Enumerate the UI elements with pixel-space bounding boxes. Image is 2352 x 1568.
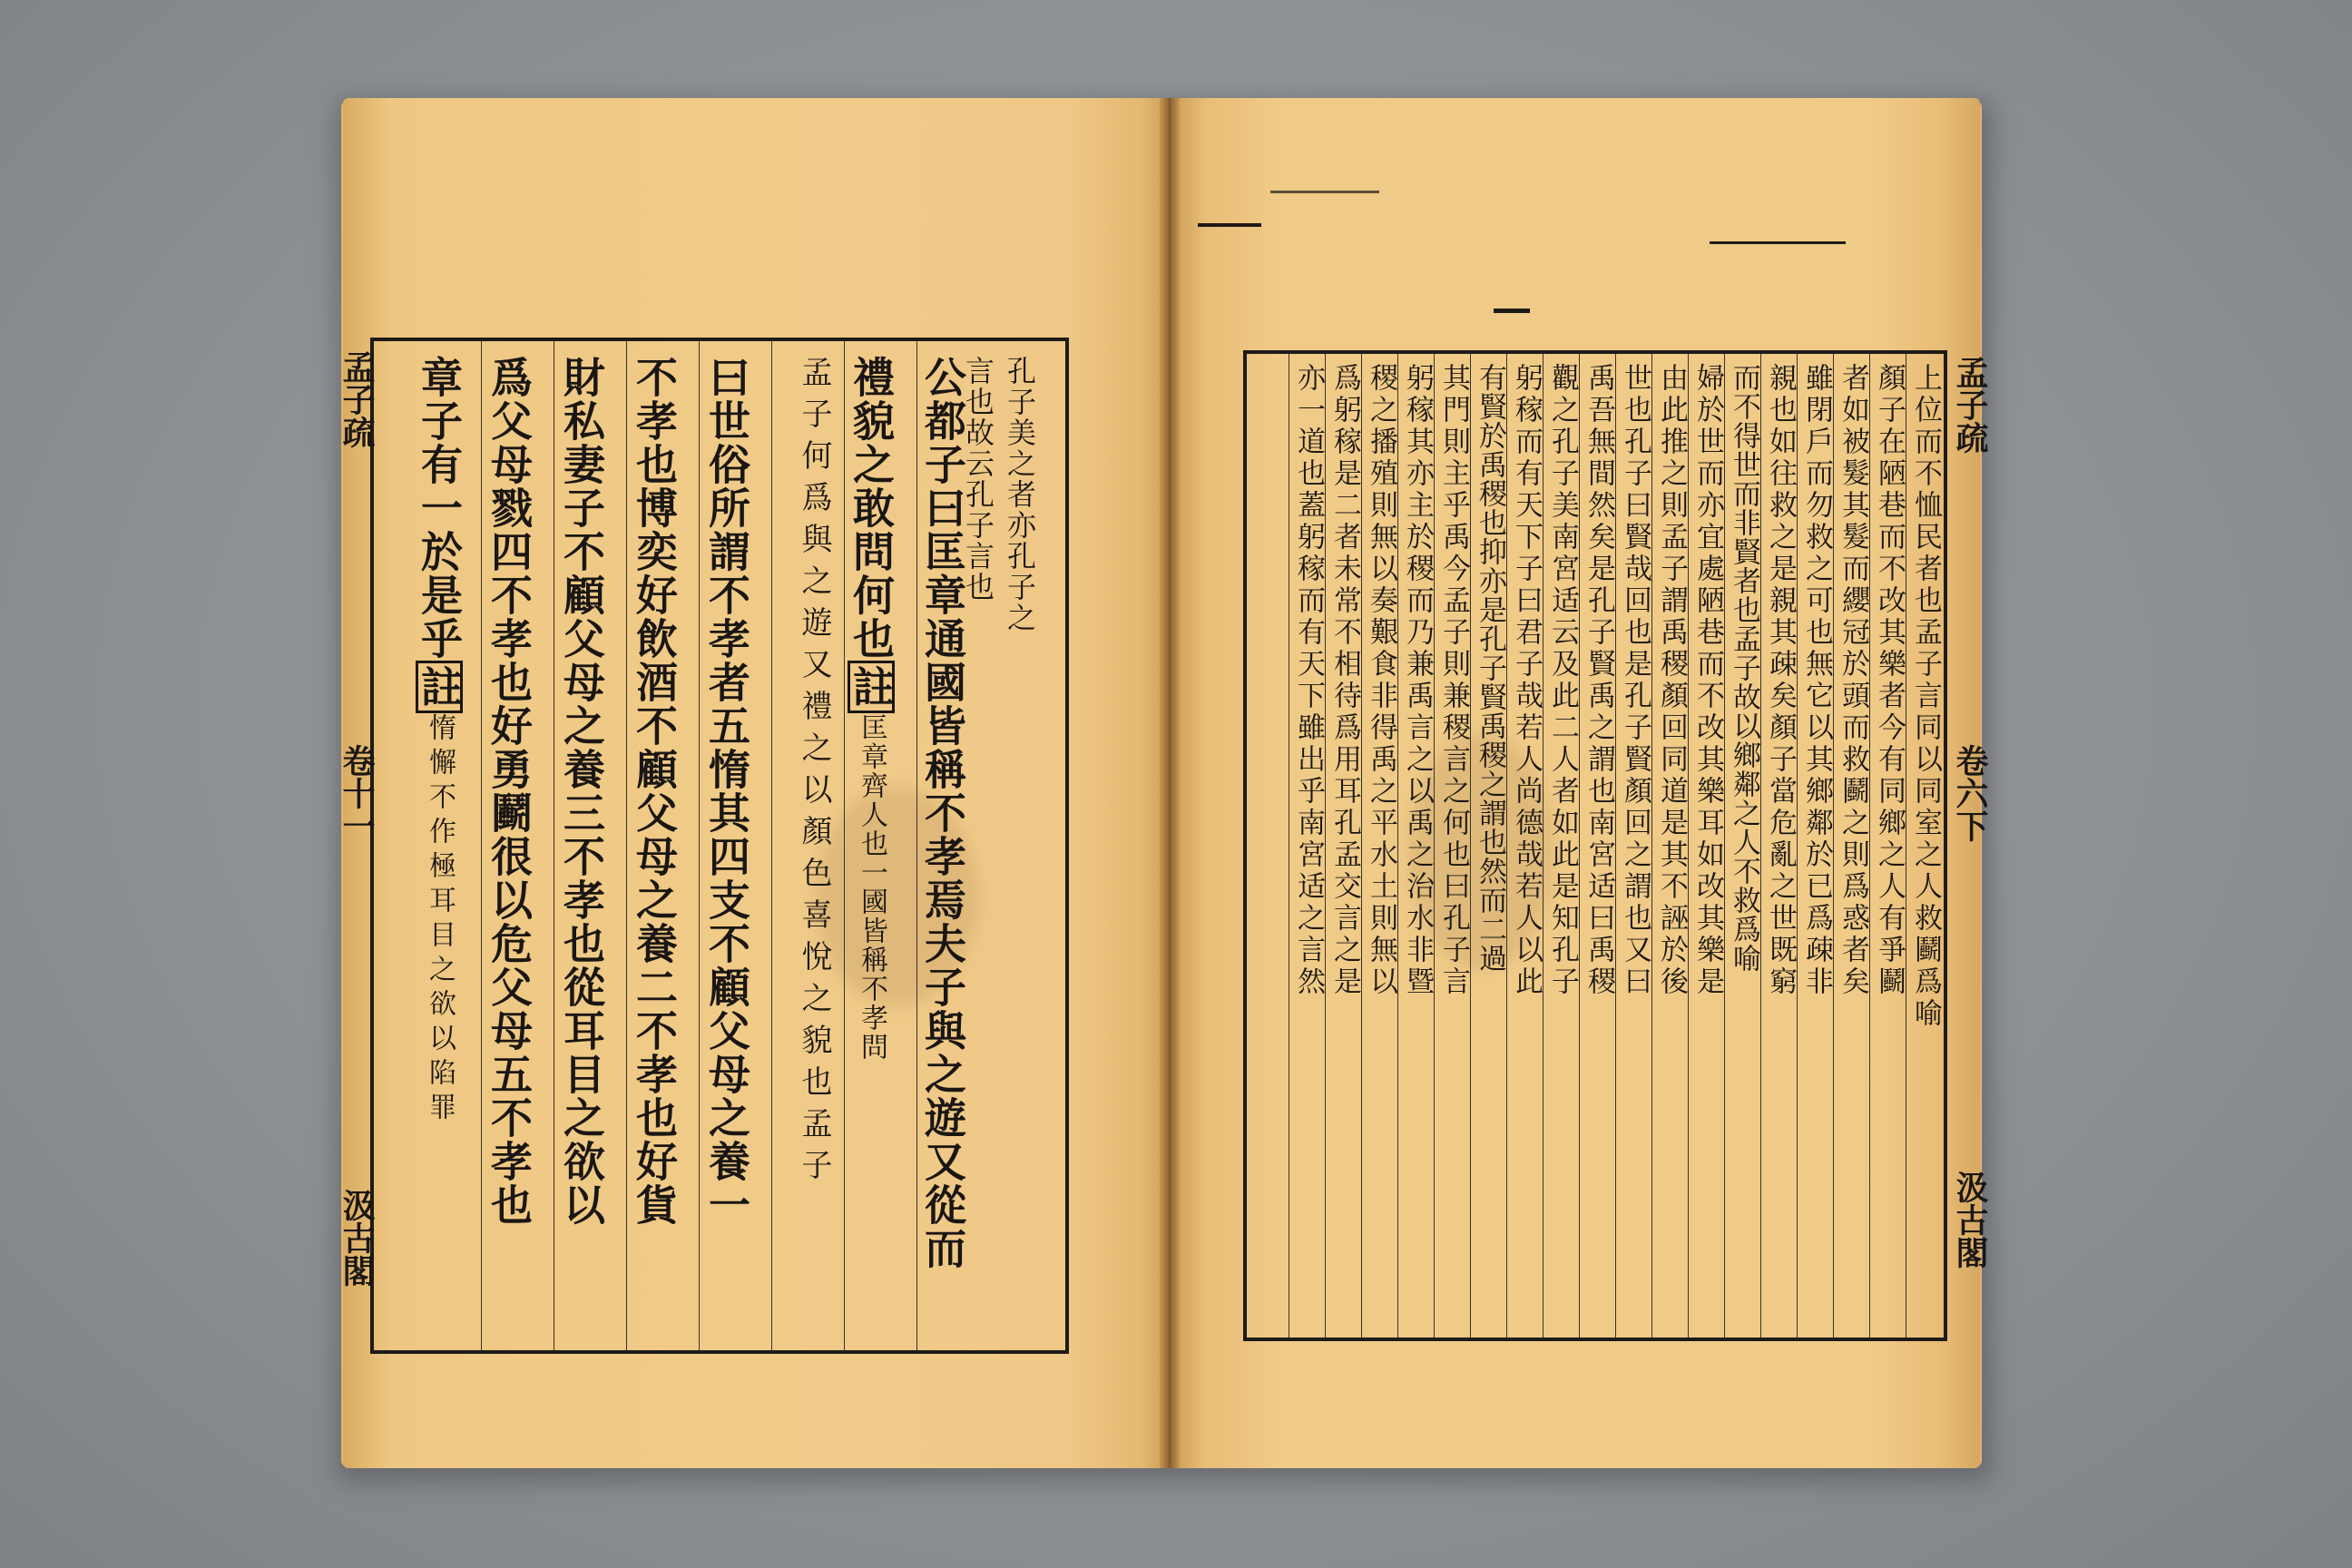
right-text-col-17: 爲躬稼是二者未常不相待爲用耳孔孟交言之是 — [1328, 363, 1361, 998]
right-text-col-6: 而不得世而非賢者也孟子故以鄉鄰之人不救爲喻 — [1728, 363, 1760, 973]
left-printer-mark: 汲古閣 — [338, 1189, 376, 1287]
column-rule — [1579, 354, 1580, 1338]
left-text-col-3: 公都子曰匡章通國皆稱不孝焉夫子與之遊又從而 — [918, 356, 967, 1270]
column-rule — [1651, 354, 1652, 1338]
annotation-marker: 註 — [848, 661, 895, 713]
left-text-col-8: 財私妻子不顧父母之養三不孝也從耳目之欲以 — [557, 356, 606, 1227]
left-commentary-col-2: 言也故云孔子言也 — [961, 356, 995, 603]
column-rule — [1470, 354, 1471, 1338]
right-text-col-8: 由此推之則孟子謂禹稷顏回同道是其不誣於後 — [1655, 363, 1688, 998]
right-printer-mark: 汲古閣 — [1951, 1171, 1989, 1269]
column-rule — [1506, 354, 1507, 1338]
right-page-heading: 孟子疏 — [1951, 356, 1989, 454]
right-text-col-14: 其門則主乎禹今孟子則兼稷言之何也曰孔子言 — [1437, 363, 1470, 998]
column-rule — [1688, 354, 1689, 1338]
column-rule — [1797, 354, 1798, 1338]
left-text-col-4-main: 禮貌之敢問何也 — [847, 356, 896, 661]
right-text-col-7: 婦於世而亦宜處陋巷而不改其樂耳如改其樂是 — [1691, 363, 1724, 998]
column-rule — [1434, 354, 1435, 1338]
column-rule — [1615, 354, 1616, 1338]
left-page-heading: 孟子疏 — [338, 350, 376, 448]
left-text-col-10 — [416, 356, 463, 1127]
show-through-mark — [1270, 191, 1379, 193]
right-text-col-10: 禹吾無間然矣是孔子賢禹之謂也南宮适曰禹稷 — [1583, 363, 1615, 998]
right-text-col-16: 稷之播殖則無以奏艱食非得禹之平水土則無以 — [1365, 363, 1397, 998]
column-rule — [916, 341, 917, 1350]
column-rule — [1724, 354, 1725, 1338]
column-rule — [699, 341, 700, 1350]
left-commentary-col-5: 孟子何爲與之遊又禮之以顏色喜悅之貌也孟子 — [796, 356, 832, 1191]
right-text-col-9: 世也孔子曰賢哉回也是孔子賢顏回之謂也又曰 — [1619, 363, 1651, 998]
column-rule — [1361, 354, 1362, 1338]
column-rule — [1397, 354, 1398, 1338]
left-text-col-4-note: 匡章齊人也一國皆稱不孝問 — [856, 713, 887, 1062]
left-commentary-col-1: 孔子美之者亦孔子之 — [1003, 356, 1037, 633]
column-rule — [1760, 354, 1761, 1338]
right-text-col-3: 者如被髮其髮而纓冠於頭而救鬬之則爲惑者矣 — [1837, 363, 1869, 998]
column-rule — [1869, 354, 1870, 1338]
right-text-col-2: 顏子在陋巷而不改其樂者今有同鄉之人有爭鬬 — [1873, 363, 1906, 998]
right-text-col-18: 亦一道也蓋躬稼而有天下雖出乎南宮适之言然 — [1292, 363, 1325, 998]
column-rule — [1543, 354, 1544, 1338]
right-text-col-1: 上位而不恤民者也孟子言同以同室之人救鬬爲喻 — [1909, 363, 1942, 1030]
show-through-mark — [1198, 223, 1261, 227]
column-rule — [771, 341, 772, 1350]
left-text-col-7: 不孝也博奕好飲酒不顧父母之養二不孝也好貨 — [630, 356, 679, 1227]
right-text-col-4: 雖閉戶而勿救之可也無它以其鄉鄰於已爲疎非 — [1800, 363, 1833, 998]
right-text-col-15: 躬稼其亦主於稷而乃兼禹言之以禹之治水非暨 — [1401, 363, 1434, 998]
column-rule — [626, 341, 627, 1350]
right-text-col-12: 躬稼而有天下子曰君子哉若人尚德哉若人以此 — [1510, 363, 1543, 998]
left-text-col-10-main: 章子有一於是乎 — [415, 356, 464, 661]
column-rule — [844, 341, 845, 1350]
right-text-col-13: 有賢於禹稷也抑亦是孔子賢禹稷之謂也然而二過 — [1474, 363, 1506, 973]
left-text-col-6: 曰世俗所謂不孝者五惰其四支不顧父母之養一 — [702, 356, 751, 1227]
book-gutter — [1160, 98, 1180, 1468]
annotation-marker: 註 — [416, 661, 463, 713]
right-text-col-11: 觀之孔子美南宮适云及此二人者如此是知孔子 — [1546, 363, 1579, 998]
right-text-col-5: 親也如往救之是親其疎矣顏子當危亂之世既窮 — [1764, 363, 1797, 998]
left-volume-label: 卷十一 — [338, 744, 376, 842]
column-rule — [1325, 354, 1326, 1338]
show-through-mark — [1494, 309, 1530, 313]
column-rule — [1833, 354, 1834, 1338]
column-rule — [481, 341, 482, 1350]
show-through-mark — [1710, 241, 1846, 244]
left-text-col-9: 爲父母戮四不孝也好勇鬬很以危父母五不孝也 — [485, 356, 534, 1227]
left-text-col-10-note: 惰懈不作極耳目之欲以陷罪 — [424, 713, 456, 1127]
left-text-col-4 — [848, 356, 895, 1062]
right-volume-label: 卷六下 — [1951, 744, 1989, 842]
